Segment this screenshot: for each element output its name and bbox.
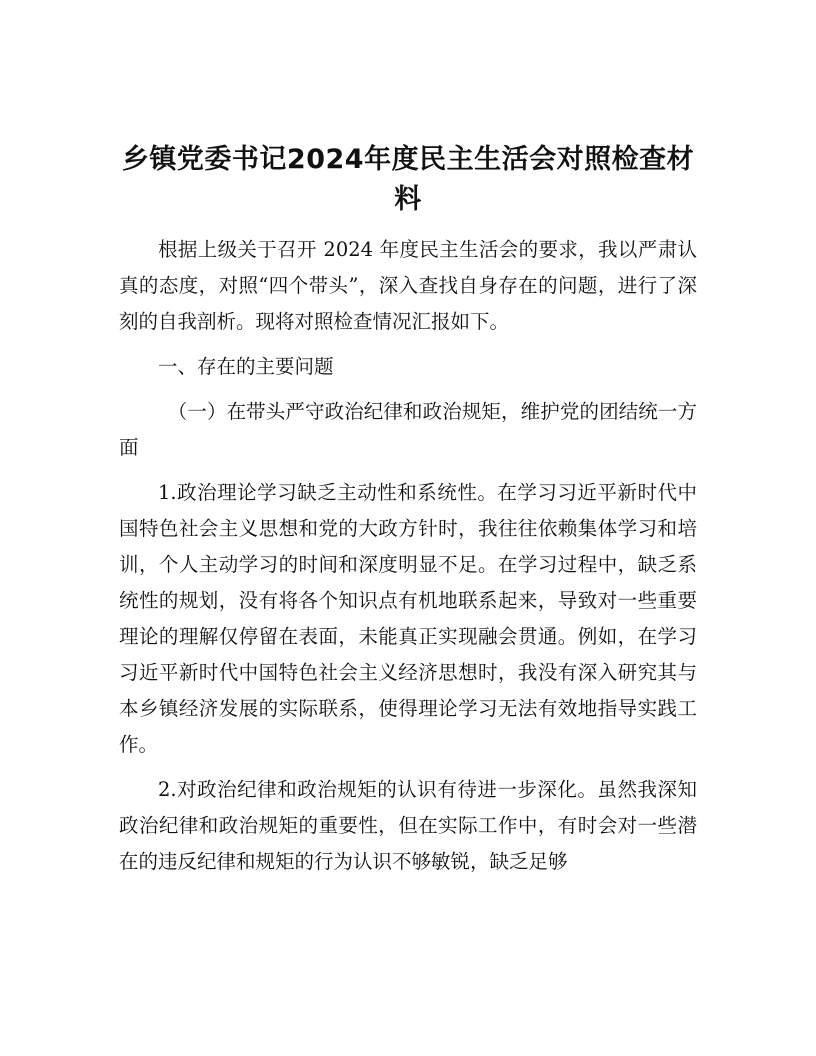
subsection-heading: （一）在带头严守政治纪律和政治规矩，维护党的团结统一方面 <box>119 400 697 459</box>
document-title: 乡镇党委书记2024年度民主生活会对照检查材料 <box>121 144 695 215</box>
section-heading: 一、存在的主要问题 <box>158 355 334 378</box>
body-paragraph: 1.政治理论学习缺乏主动性和系统性。在学习习近平新时代中国特色社会主义思想和党的大政方针时，我往往依赖集体学习和培训，个人主动学习的时间和深度明显不足。在学习过程中，缺乏系统性的规划，没有将各个知识点有机地联系起来，导致对一些重要理论的理解仅停留在表面，未能真正实现融会贯通。例如，在学习习近平新时代中国特色社会主义经济思想时，我没有深入研究其与本乡镇经济发展的实际联系，使得理论学习无法有效地指导实践工作。 <box>119 481 697 756</box>
body-paragraph: 2.对政治纪律和政治规矩的认识有待进一步深化。虽然我深知政治纪律和政治规矩的重要性，但在实际工作中，有时会对一些潜在的违反纪律和规矩的行为认识不够敏锐，缺乏足够 <box>119 778 697 873</box>
intro-paragraph: 根据上级关于召开 2024 年度民主生活会的要求，我以严肃认真的态度，对照“四个带头”，深入查找自身存在的问题，进行了深刻的自我剖析。现将对照检查情况汇报如下。 <box>119 238 697 333</box>
document-body <box>119 232 697 889</box>
